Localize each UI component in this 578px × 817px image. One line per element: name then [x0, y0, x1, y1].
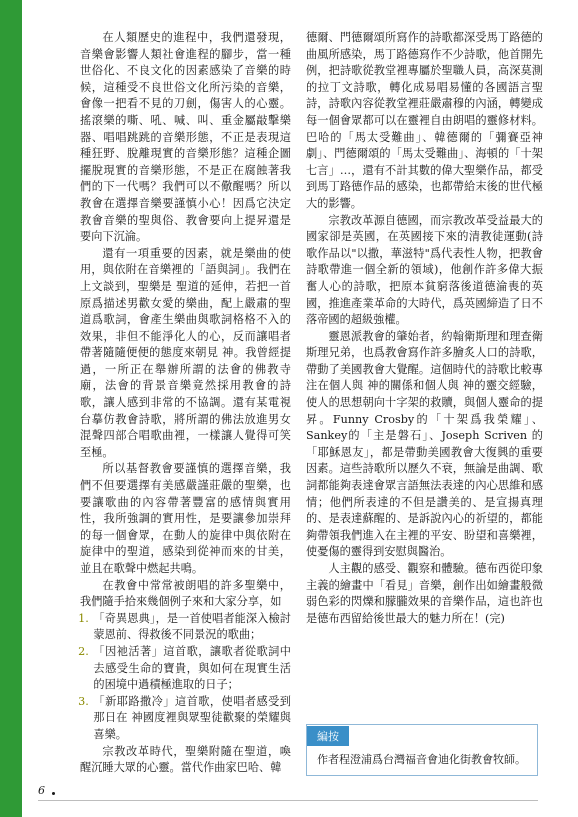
left-paragraph-5: 宗教改革時代，聖樂附隨在聖道，喚醒沉睡大眾的心靈。當代作曲家巴哈、韓 — [80, 744, 291, 775]
right-paragraph-4: 人主觀的感受、觀察和體驗。德布西從印象主義的繪畫中「看見」音樂，創作出如繪畫般微弱色彩的閃爍和朦朧效果的音樂作品，這也許也是德布西留給後世最大的魅力所在！(完) — [306, 562, 543, 625]
bottom-rule — [38, 800, 538, 801]
editor-note-box — [306, 724, 538, 776]
page-edge-color-bar — [0, 0, 22, 817]
left-paragraph-4: 在教會中常常被朗唱的許多聖樂中，我們隨手拾來幾個例子來和大家分享，如 — [80, 578, 291, 609]
left-paragraph-2: 還有一項重要的因素，就是樂曲的使用，與依附在音樂裡的「語與詞」。我們在上文談到，聖樂是 聖道的延伸，若把一首原爲描述男歡女愛的樂曲，配上嚴肅的聖道爲歌詞，會產生樂曲與歌詞格格不入的效果，非但不能淨化人的心，反而讓唱者帶著隨隨便便的態度來朝見 神。我曾經提過，一所正在舉辦所謂的法會的佛教寺廟，法會的背景音樂竟然採用教會的詩歌，讓人感到非常的不協調。還有某電視台摹仿教會詩歌，將所謂的佛法放進男女混聲四部合唱歌曲裡，一樣讓人覺得可笑至極。 — [80, 246, 291, 459]
editor-note-label: 編按 — [307, 726, 349, 746]
editor-note-text: 作者程澄浦爲台灣福音會迪化街教會牧師。 — [317, 753, 526, 766]
list-item: 3. 「新耶路撒冷」這首歌，使唱者感受到那日在 神國度裡與眾聖徒歡聚的榮耀與喜樂。 — [92, 694, 291, 744]
left-column — [80, 30, 291, 777]
page-number: 6 — [38, 784, 45, 797]
left-paragraph-1: 在人類歷史的進程中，我們還發現，音樂會影響人類社會進程的腳步，當一種世俗化、不良文化的因素感染了音樂的時候，這種受不良世俗文化所污染的音樂，會像一把看不見的刀劍，傷害人的心靈。搖滾樂的嘶、吼、喊、叫、重金屬敲擊樂器、唱唱跳跳的音樂形態，不正是表現這種狂野、脫離現實的音樂形態？這種企圖擺脫現實的音樂形態，不是正在腐蝕著我們的下一代嗎？我們可以不儆醒嗎？所以教會在選擇音樂要謹慎小心！因爲它決定教會音樂的聖與俗、教會要向上提昇還是要向下沉淪。 — [80, 31, 291, 244]
right-paragraph-2: 宗教改革源自德國，而宗教改革受益最大的國家卻是英國，在英國接下來的清教徒運動(詩歌作品以"以撒，華滋特"爲代表性人物，把教會詩歌帶進一個全新的領域)，他創作許多偉大振奮人心的詩歌，把原本貧窮落後道德淪喪的英國，推進產業革命的大時代，爲英國締造了日不落帝國的超級強權。 — [306, 213, 543, 327]
right-paragraph-3: 靈恩派教會的肇始者，約翰衛斯理和理查衛斯理兄弟，也爲教會寫作許多膾炙人口的詩歌，帶動了美國教會大覺醒。這個時代的詩歌比較專注在個人與 神的關係和個人與 神的靈交經驗，使人的思想朝向十字架的救贖，與個人靈命的提昇。Funny Crosby的「十架爲我榮耀」、Sankey的「主是磐石」、Joseph Scriven 的「耶穌恩友」，都是帶動美國教會大復興的重要因素。這些詩歌所以歷久不衰，無論是曲調、歌詞都能夠表達會眾言語無法表達的內心思維和感情；他們所表達的不但是讚美的、是宣揚真理的、是表達蘇醒的、是訴說內心的祈望的，都能夠帶領我們進入在主裡的平安、盼望和喜樂裡，使憂傷的靈得到安慰與醫治。 — [306, 329, 543, 559]
left-paragraph-3: 所以基督教會要謹慎的選擇音樂，我們不但要選擇有美感嚴謹莊嚴的聖樂，也要讓歌曲的內容帶著豐富的感情與實用性，我所強調的實用性，是要讓參加崇拜的每一個會眾，在動人的旋律中與依附在旋律中的聖道，感染到從神而來的甘美，並且在歌聲中燃起共鳴。 — [80, 462, 291, 575]
list-item: 2. 「因祂活著」這首歌，讓歌者從歌詞中去感受生命的寶貴，與如何在現實生活的困境中過積極進取的日子； — [92, 644, 291, 694]
page-number-dot — [52, 792, 55, 795]
right-paragraph-1: 德爾、門德爾頌所寫作的詩歌都深受馬丁路德的曲風所感染，馬丁路德寫作不少詩歌，他首開先例，把詩歌從教堂裡專屬於聖職人員，高深莫測的拉丁文詩歌，轉化成易唱易懂的各國語言聖詩，詩歌內容從教堂裡莊嚴肅穆的內涵，轉變成每一個會眾都可以在靈裡自由朗唱的靈修材料。巴哈的「馬太受難曲」、韓德爾的「彌賽亞神劇」、門德爾頌的「馬太受難曲」、海頓的「十架七言」…，還有不計其數的偉大聖樂作品，都受到馬丁路德作品的感染，也都帶給末後的世代極大的影響。 — [306, 31, 543, 210]
list-item: 1. 「奇異恩典」，是一首使唱者能深入檢討蒙恩前、得救後不同景況的歌曲； — [92, 611, 291, 644]
example-hymn-list — [80, 611, 291, 744]
right-column — [306, 30, 543, 627]
